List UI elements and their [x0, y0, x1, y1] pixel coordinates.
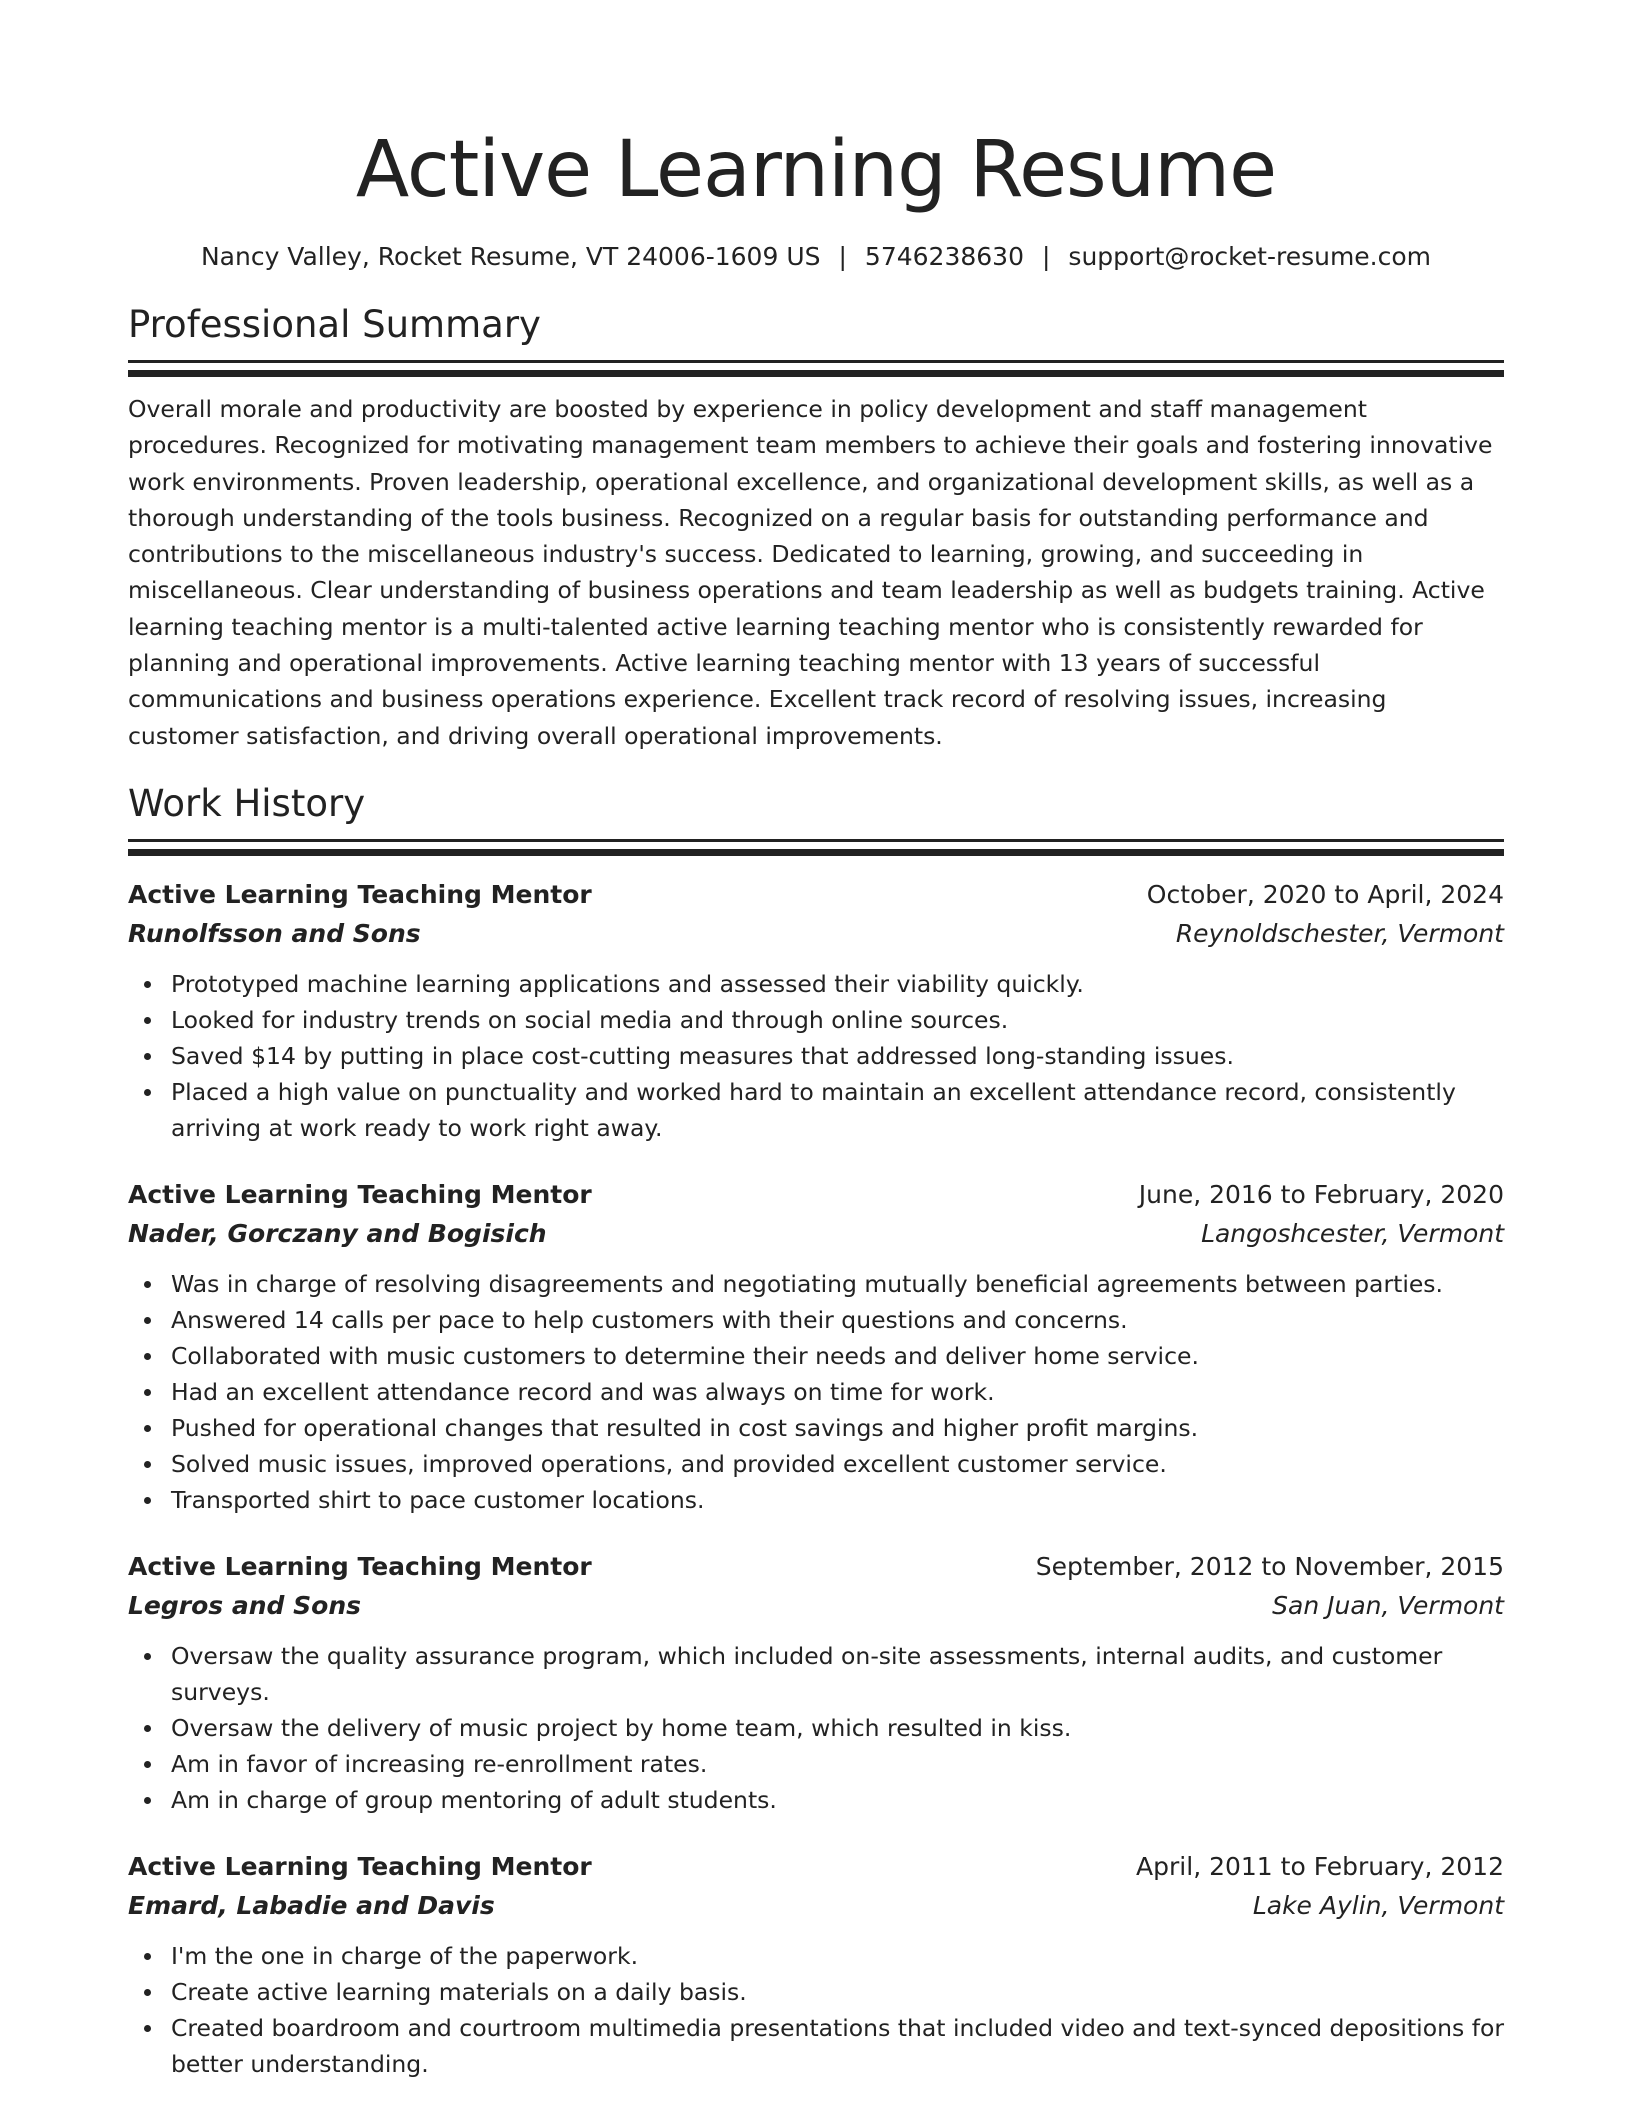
job-dates: September, 2012 to November, 2015	[1035, 1551, 1504, 1581]
job-location: Reynoldschester, Vermont	[1175, 918, 1504, 948]
contact-phone: 5746238630	[864, 242, 1024, 271]
job-header-row	[128, 876, 1504, 914]
summary-text: Overall morale and productivity are boosted by experience in policy development and staff management procedures. Recognized for motivating management team members to achieve their goals and fostering innovative work environments. Proven leadership, operational excellence, and organizational development skills, as well as a thorough understanding of the tools business. Recognized on a regular basis for outstanding performance and contributions to the miscellaneous industry's success. Dedicated to learning, growing, and succeeding in miscellaneous. Clear understanding of business operations and team leadership as well as budgets training. Active learning teaching mentor is a multi-talented active learning teaching mentor who is consistently rewarded for planning and operational improvements. Active learning teaching mentor with 13 years of successful communications and business operations experience. Excellent track record of resolving issues, increasing customer satisfaction, and driving overall operational improvements.	[128, 395, 1493, 750]
job-bullet: Placed a high value on punctuality and worked hard to maintain an excellent attendance record, consistently arriving at work ready to work right away.	[128, 1074, 1504, 1146]
job-entry	[128, 876, 1504, 1146]
job-bullet: Am in favor of increasing re-enrollment rates.	[128, 1746, 1504, 1782]
job-bullet: Solved music issues, improved operations, and provided excellent customer service.	[128, 1446, 1504, 1482]
job-location: Lake Aylin, Vermont	[1252, 1890, 1504, 1920]
job-entry	[128, 1848, 1504, 2082]
job-bullet: Pushed for operational changes that resulted in cost savings and higher profit margins.	[128, 1410, 1504, 1446]
job-entry	[128, 1548, 1504, 1818]
job-bullet: Collaborated with music customers to determine their needs and deliver home service.	[128, 1338, 1504, 1374]
job-company: Nader, Gorczany and Bogisich	[128, 1218, 547, 1248]
job-bullet: Saved $14 by putting in place cost-cutting measures that addressed long-standing issues.	[128, 1038, 1504, 1074]
job-company: Runolfsson and Sons	[128, 918, 421, 948]
resume-page	[128, 0, 1504, 2082]
job-company-row	[128, 914, 1504, 954]
job-company: Legros and Sons	[128, 1590, 361, 1620]
job-bullets	[128, 1266, 1504, 1518]
section-rule-thick	[128, 849, 1504, 856]
job-bullet: Created boardroom and courtroom multimedia presentations that included video and text-synced depositions for better understanding.	[128, 2010, 1504, 2082]
job-entry	[128, 1176, 1504, 1518]
job-bullet: I'm the one in charge of the paperwork.	[128, 1938, 1504, 1974]
contact-email: support@rocket-resume.com	[1068, 242, 1432, 271]
job-header-row	[128, 1176, 1504, 1214]
job-bullet: Oversaw the delivery of music project by home team, which resulted in kiss.	[128, 1710, 1504, 1746]
job-company-row	[128, 1586, 1504, 1626]
job-title: Active Learning Teaching Mentor	[128, 1551, 592, 1581]
contact-separator: |	[838, 242, 847, 271]
resume-title: Active Learning Resume	[355, 125, 1277, 215]
job-location: Langoshcester, Vermont	[1201, 1218, 1504, 1248]
job-title: Active Learning Teaching Mentor	[128, 879, 592, 909]
job-company-row	[128, 1214, 1504, 1254]
job-title: Active Learning Teaching Mentor	[128, 1179, 592, 1209]
job-bullet: Transported shirt to pace customer locations.	[128, 1482, 1504, 1518]
contact-separator: |	[1041, 242, 1051, 271]
job-bullet: Had an excellent attendance record and was always on time for work.	[128, 1374, 1504, 1410]
job-title: Active Learning Teaching Mentor	[128, 1851, 592, 1881]
job-bullet: Create active learning materials on a daily basis.	[128, 1974, 1504, 2010]
job-header-row	[128, 1548, 1504, 1586]
section-rule-thin	[128, 360, 1504, 363]
job-bullet: Am in charge of group mentoring of adult students.	[128, 1782, 1504, 1818]
job-company-row	[128, 1886, 1504, 1926]
contact-line	[128, 240, 1504, 274]
job-bullet: Prototyped machine learning applications and assessed their viability quickly.	[128, 966, 1504, 1002]
job-dates: June, 2016 to February, 2020	[1138, 1179, 1504, 1209]
job-bullets	[128, 1638, 1504, 1818]
job-bullet: Oversaw the quality assurance program, which included on-site assessments, internal audits, and customer surveys.	[128, 1638, 1504, 1710]
section-rule-thin	[128, 839, 1504, 842]
job-company: Emard, Labadie and Davis	[128, 1890, 495, 1920]
contact-address: Nancy Valley, Rocket Resume, VT 24006-1609 US	[200, 242, 821, 271]
job-bullet: Answered 14 calls per pace to help customers with their questions and concerns.	[128, 1302, 1504, 1338]
job-dates: October, 2020 to April, 2024	[1146, 879, 1504, 909]
section-heading-summary: Professional Summary	[128, 303, 541, 346]
job-location: San Juan, Vermont	[1272, 1590, 1504, 1620]
professional-summary-section	[128, 300, 1504, 754]
job-bullet: Was in charge of resolving disagreements and negotiating mutually beneficial agreements between parties.	[128, 1266, 1504, 1302]
work-history-section	[128, 779, 1504, 2082]
job-header-row	[128, 1848, 1504, 1886]
section-rule-thick	[128, 370, 1504, 377]
job-dates: April, 2011 to February, 2012	[1136, 1851, 1504, 1881]
job-bullets	[128, 1938, 1504, 2082]
job-bullets	[128, 966, 1504, 1146]
section-heading-work: Work History	[128, 781, 366, 825]
job-bullet: Looked for industry trends on social media and through online sources.	[128, 1002, 1504, 1038]
